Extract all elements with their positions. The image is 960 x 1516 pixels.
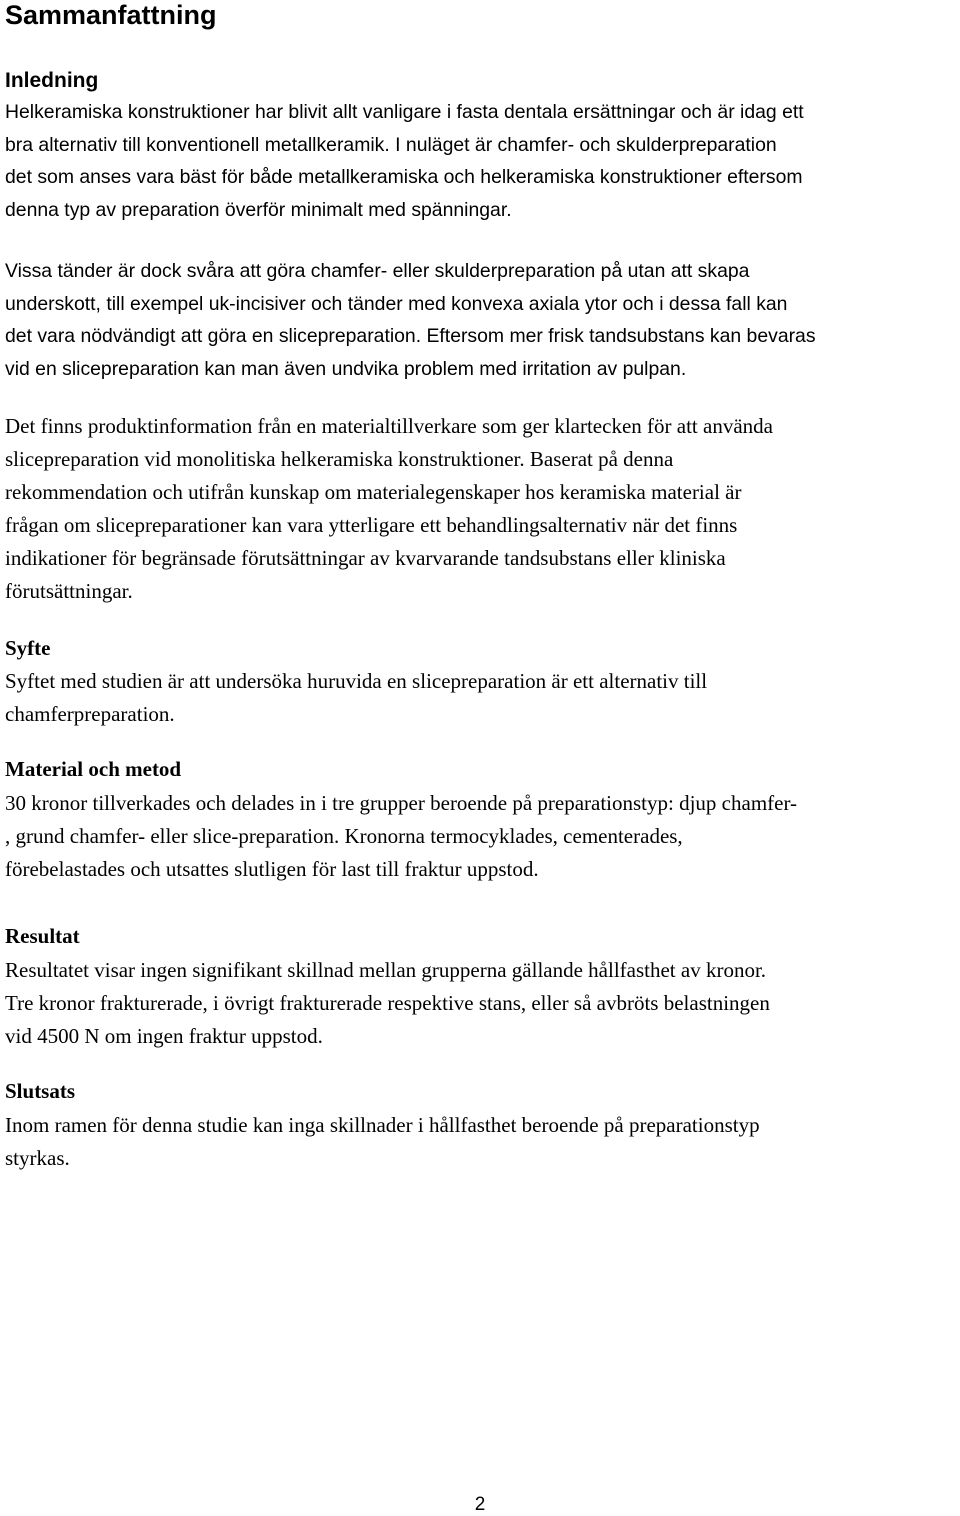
text-line: det som anses vara bäst för både metallkeramiska och helkeramiska konstruktioner eftersom <box>5 166 803 188</box>
text-line: indikationer för begränsade förutsättningar av kvarvarande tandsubstans eller kliniska <box>5 546 726 570</box>
section-heading-inledning: Inledning <box>5 69 99 92</box>
text-line: bra alternativ till konventionell metallkeramik. I nuläget är chamfer- och skulderpreparation <box>5 133 777 156</box>
text-line: det vara nödvändigt att göra en slicepreparation. Eftersom mer frisk tandsubstans kan bevaras <box>5 325 816 347</box>
section-heading-slutsats: Slutsats <box>5 1079 76 1103</box>
text-line: , grund chamfer- eller slice-preparation. Kronorna termocyklades, cementerades, <box>5 824 683 848</box>
page-number: 2 <box>474 1494 486 1515</box>
text-line: chamferpreparation. <box>5 702 175 726</box>
text-line: vid en slicepreparation kan man även undvika problem med irritation av pulpan. <box>5 357 687 380</box>
text-line: förebelastades och utsattes slutligen för last till fraktur uppstod. <box>5 857 539 881</box>
section-heading-resultat: Resultat <box>5 924 80 948</box>
paragraph-slutsats <box>5 1109 957 1175</box>
text-line: Syftet med studien är att undersöka huruvida en slicepreparation är ett alternativ till <box>5 669 708 693</box>
paragraph-metod <box>5 787 957 886</box>
text-line: 30 kronor tillverkades och delades in i tre grupper beroende på preparationstyp: djup chamfer- <box>5 791 798 815</box>
text-line: Det finns produktinformation från en materialtillverkare som ger klartecken för att använda <box>5 414 773 438</box>
page-title: Sammanfattning <box>5 0 217 30</box>
section-heading-syfte: Syfte <box>5 636 51 660</box>
text-line: Helkeramiska konstruktioner har blivit allt vanligare i fasta dentala ersättningar och är idag ett <box>5 101 804 123</box>
text-line: Vissa tänder är dock svåra att göra chamfer- eller skulderpreparation på utan att skapa <box>5 260 750 282</box>
paragraph-inledning-3 <box>5 410 957 608</box>
text-line: denna typ av preparation överför minimalt med spänningar. <box>5 198 512 221</box>
text-line: förutsättningar. <box>5 579 133 603</box>
text-line: frågan om slicepreparationer kan vara ytterligare ett behandlingsalternativ när det finns <box>5 513 738 537</box>
text-line: Resultatet visar ingen signifikant skillnad mellan grupperna gällande hållfasthet av kronor. <box>5 958 767 982</box>
text-line: underskott, till exempel uk-incisiver och tänder med konvexa axiala ytor och i dessa fall kan <box>5 292 788 315</box>
paragraph-resultat <box>5 954 957 1053</box>
paragraph-inledning-1 <box>5 96 957 226</box>
text-line: slicepreparation vid monolitiska helkeramiska konstruktioner. Baserat på denna <box>5 447 674 471</box>
paragraph-syfte <box>5 665 957 731</box>
text-line: styrkas. <box>5 1146 70 1170</box>
section-heading-metod: Material och metod <box>5 757 182 781</box>
text-line: rekommendation och utifrån kunskap om materialegenskaper hos keramiska material är <box>5 480 742 504</box>
paragraph-inledning-2 <box>5 255 957 385</box>
text-line: Tre kronor frakturerade, i övrigt frakturerade respektive stans, eller så avbröts belastningen <box>5 991 770 1015</box>
text-line: Inom ramen för denna studie kan inga skillnader i hållfasthet beroende på preparationstyp <box>5 1113 760 1137</box>
text-line: vid 4500 N om ingen fraktur uppstod. <box>5 1024 323 1048</box>
